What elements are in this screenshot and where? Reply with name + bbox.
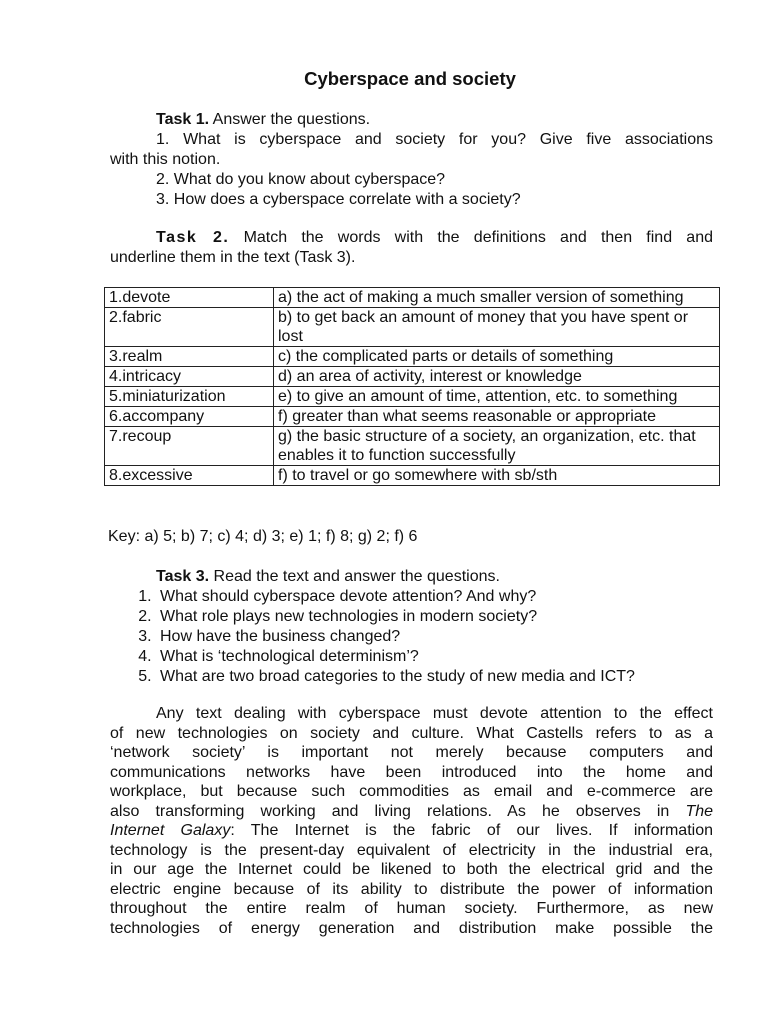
task3-label: Task 3. [156, 568, 210, 585]
task1-question-1: 1. What is cyberspace and society for you? Give five associations [156, 131, 713, 148]
text-line: in our age the Internet could be likened to both the electrical grid and the [110, 861, 713, 878]
page-title: Cyberspace and society [304, 68, 516, 89]
matching-table [104, 287, 720, 486]
list-item: 1. What should cyberspace devote attention? And why? [156, 587, 713, 607]
task2-instruction-line1: Match the words with the definitions and then find and [243, 229, 713, 246]
text-line: workplace, but because such commodities as email and e-commerce are [110, 783, 713, 800]
table-row [105, 288, 720, 308]
italic-title: Internet Galaxy [110, 822, 231, 839]
table-row [105, 367, 720, 387]
task1-question-1-cont: with this notion. [110, 151, 221, 168]
task1-section [110, 110, 713, 210]
table-row [105, 407, 720, 427]
table-row [105, 427, 720, 466]
task1-label: Task 1. [156, 111, 210, 128]
definition-cell: f) to travel or go somewhere with sb/sth [274, 466, 720, 486]
term-cell: 2.fabric [105, 308, 274, 347]
term-cell: 4.intricacy [105, 367, 274, 387]
table-row [105, 308, 720, 347]
task2-section [110, 228, 713, 268]
table-row [105, 466, 720, 486]
definition-cell: d) an area of activity, interest or knowledge [274, 367, 720, 387]
task1-question-2: 2. What do you know about cyberspace? [156, 171, 446, 188]
term-cell: 8.excessive [105, 466, 274, 486]
text-line: ‘network society’ is important not merely because computers and [110, 744, 713, 761]
text-line: throughout the entire realm of human society. Furthermore, as new [110, 900, 713, 917]
definition-cell: g) the basic structure of a society, an organization, etc. that enables it to function successfully [274, 427, 720, 466]
text-segment: also transforming working and living relations. As he observes in [110, 802, 670, 820]
task2-instruction-line2: underline them in the text (Task 3). [110, 249, 356, 266]
text-segment: : The Internet is the fabric of our lives. If information [230, 822, 714, 839]
italic-title: The [685, 802, 714, 820]
definition-cell: b) to get back an amount of money that you have spent or lost [274, 308, 720, 347]
text-line: Any text dealing with cyberspace must devote attention to the effect [156, 705, 713, 722]
task3-instruction: Read the text and answer the questions. [213, 568, 500, 585]
table-row [105, 347, 720, 367]
text-line: of new technologies on society and culture. What Castells refers to as a [110, 724, 713, 742]
list-item: 4. What is ‘technological determinism’? [156, 647, 713, 667]
term-cell: 7.recoup [105, 427, 274, 466]
text-line: technology is the present-day equivalent of electricity in the industrial era, [110, 841, 713, 859]
task1-instruction: Answer the questions. [212, 111, 371, 128]
term-cell: 1.devote [105, 288, 274, 308]
answer-key: Key: a) 5; b) 7; c) 4; d) 3; e) 1; f) 8; g) 2; f) 6 [108, 528, 418, 545]
list-item: 3. How have the business changed? [156, 627, 713, 647]
definition-cell: e) to give an amount of time, attention, etc. to something [274, 387, 720, 407]
definition-cell: c) the complicated parts or details of something [274, 347, 720, 367]
table-row [105, 387, 720, 407]
definition-cell: f) greater than what seems reasonable or appropriate [274, 407, 720, 427]
task1-question-3: 3. How does a cyberspace correlate with a society? [156, 191, 521, 208]
task3-section [110, 567, 713, 687]
text-line [110, 821, 713, 841]
text-line: communications networks have been introduced into the home and [110, 763, 713, 781]
text-line: technologies of energy generation and distribution make possible the [110, 919, 713, 937]
definition-cell: a) the act of making a much smaller version of something [274, 288, 720, 308]
task3-question-list [110, 587, 713, 687]
task2-label: Task 2. [156, 229, 230, 246]
text-line [110, 802, 713, 822]
term-cell: 6.accompany [105, 407, 274, 427]
term-cell: 5.miniaturization [105, 387, 274, 407]
list-item: 2. What role plays new technologies in modern society? [156, 607, 713, 627]
term-cell: 3.realm [105, 347, 274, 367]
reading-text [110, 704, 713, 938]
list-item: 5. What are two broad categories to the study of new media and ICT? [156, 667, 713, 687]
text-line: electric engine because of its ability to distribute the power of information [110, 880, 713, 898]
